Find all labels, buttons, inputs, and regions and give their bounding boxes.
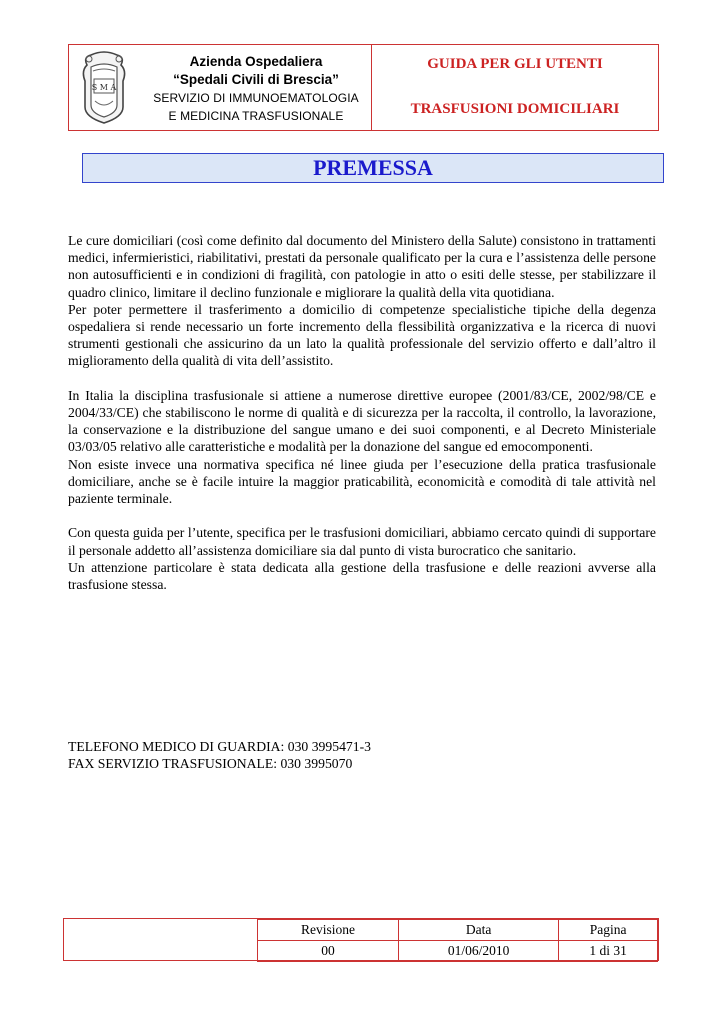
page-header: Pagina	[559, 920, 658, 941]
phone-number: TELEFONO MEDICO DI GUARDIA: 030 3995471-3	[68, 739, 372, 754]
fax-number: FAX SERVIZIO TRASFUSIONALE: 030 3995070	[68, 756, 353, 772]
header-organization-cell	[69, 45, 372, 130]
paragraph: Le cure domiciliari (così come definito dal documento del Ministero della Salute) consistono in trattamenti medici, infermieristici, riabilitativi, prestati da personale qualificato per la cura e l’assistenza delle persone non autosufficienti e in condizioni di fragilità, con patologie in atto o esiti delle stesse, per stabilizzare il quadro clinico, limitare il declino funzionale e migliorare la qualità della vita quotidiana.	[68, 233, 656, 300]
paragraph: Non esiste invece una normativa specifica né linee giuda per l’esecuzione della pratica trasfusionale domiciliare, anche se è facile intuire la maggior praticabilità, economicità e comodità di tale attività nel paziente terminale.	[68, 456, 656, 507]
date-header: Data	[398, 920, 558, 941]
footer-blank-cell	[64, 920, 258, 962]
document-footer	[63, 918, 659, 961]
page-value: 1 di 31	[559, 941, 658, 962]
org-department-line2: E MEDICINA TRASFUSIONALE	[168, 109, 344, 123]
document-header	[68, 44, 659, 131]
org-name-line2: “Spedali Civili di Brescia”	[173, 72, 339, 87]
revision-header: Revisione	[258, 920, 399, 941]
logo-lettering: S M A	[91, 83, 117, 92]
hospital-crest-icon	[79, 51, 129, 125]
paragraph: Un attenzione particolare è stata dedicata alla gestione della trasfusione e delle reazioni avverse alla trasfusione stessa.	[68, 559, 656, 593]
org-department-line1: SERVIZIO DI IMMUNOEMATOLOGIA	[153, 91, 359, 105]
revision-value: 00	[258, 941, 399, 962]
section-title: PREMESSA	[82, 153, 664, 183]
document-body	[68, 232, 656, 593]
paragraph: Per poter permettere il trasferimento a domicilio di competenze specialistiche tipiche della degenza ospedaliera si rende necessario un forte incremento della flessibilità organizzativa e la ricerca di nuovi strumenti gestionali che assicurino da un lato la qualità professionale del servizio offerto e dall’altro il miglioramento della qualità di vita dell’assistito.	[68, 301, 656, 369]
paragraph: In Italia la disciplina trasfusionale si attiene a numerose direttive europee (2001/83/CE, 2002/98/CE e 2004/33/CE) che stabiliscono le norme di qualità e di sicurezza per la raccolta, il controllo, la lavorazione, la conservazione e la distribuzione del sangue umano e dei suoi componenti, e al Decreto Ministeriale 03/03/05 relativo alle caratteristiche e modalità per la donazione del sangue ed emocomponenti.	[68, 387, 656, 455]
contact-info	[68, 738, 568, 772]
revision-table	[64, 919, 658, 962]
paragraph: Con questa guida per l’utente, specifica per le trasfusioni domiciliari, abbiamo cercato quindi di supportare il personale addetto all’assistenza domiciliare sia dal punto di vista burocratico che sanitario.	[68, 525, 656, 558]
org-name-line1: Azienda Ospedaliera	[189, 54, 323, 69]
date-value: 01/06/2010	[398, 941, 558, 962]
organization-name	[151, 53, 361, 125]
header-guide-cell	[372, 45, 658, 130]
guide-title: GUIDA PER GLI UTENTI	[427, 56, 603, 72]
guide-subtitle: TRASFUSIONI DOMICILIARI	[410, 101, 620, 117]
